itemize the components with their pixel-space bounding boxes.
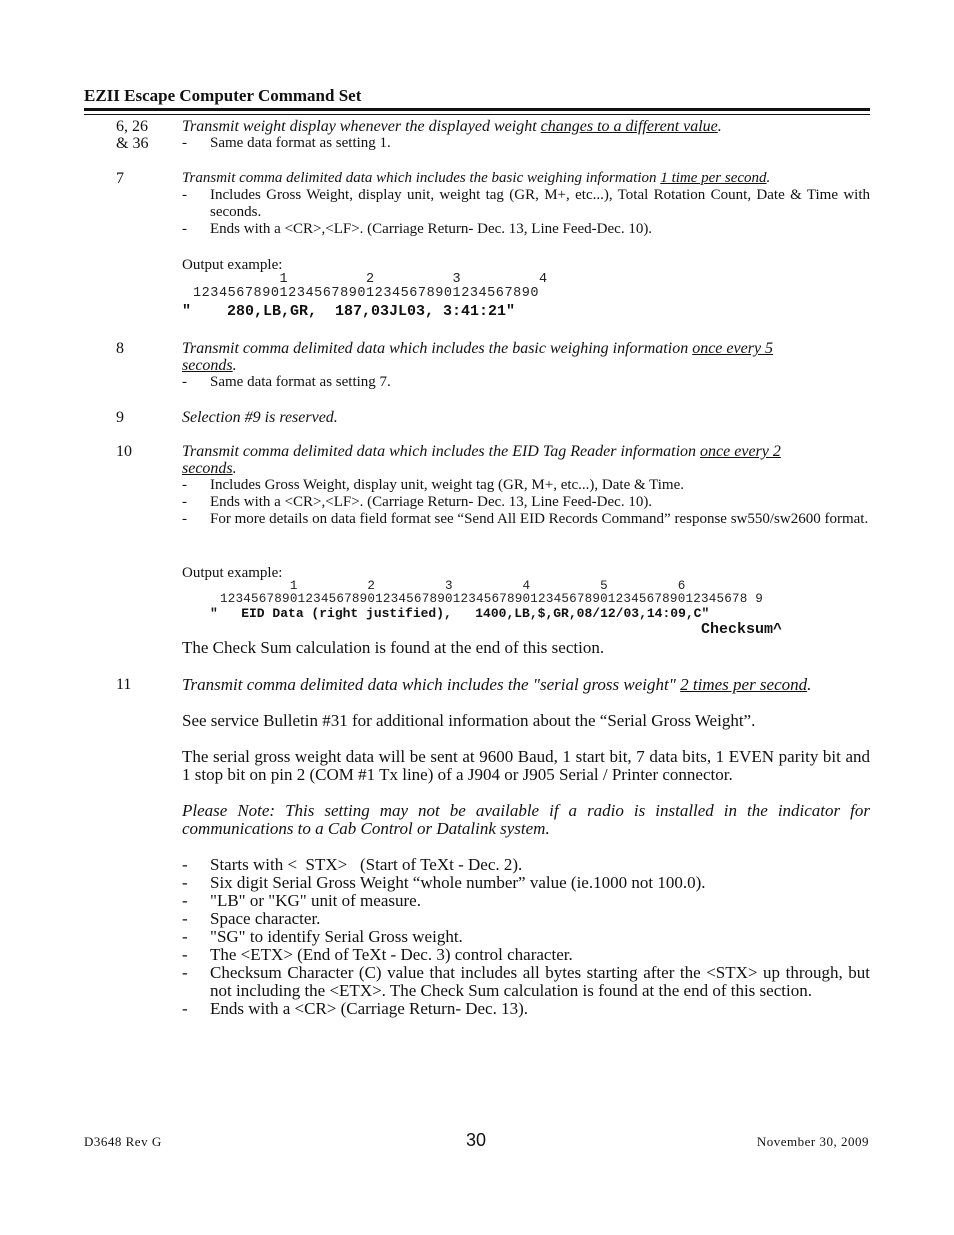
list-item: - "LB" or "KG" unit of measure.: [182, 891, 421, 910]
serial-gross-list: [182, 856, 870, 1018]
setting-number-10: 10: [116, 443, 132, 460]
setting-number-11: 11: [116, 676, 132, 693]
setting-7-description: Transmit comma delimited data which includes the basic weighing information 1 time per second.: [182, 170, 771, 186]
setting-number-7: 7: [116, 170, 124, 187]
list-item: - Includes Gross Weight, display unit, weight tag (GR, M+, etc...), Total Rotation Count, Date & Time with seconds.: [182, 187, 870, 220]
setting-number-6: 6, 26 & 36: [116, 118, 149, 152]
list-item: - Checksum Character (C) value that includes all bytes starting after the <STX> up through, but not including the <ETX>. The Check Sum calculation is found at the end of this section.: [182, 963, 870, 1000]
column-ruler-units: 1234567890123456789012345678901234567890: [193, 286, 540, 301]
output-example-label: Output example:: [182, 565, 283, 581]
list-item: - The <ETX> (End of TeXt - Dec. 3) control character.: [182, 945, 573, 964]
setting-10-block: [182, 443, 870, 528]
checksum-marker: Checksum^: [701, 621, 783, 638]
list-item: - For more details on data field format see “Send All EID Records Command” response sw550/sw2600 format.: [182, 511, 869, 527]
list-item: - Same data format as setting 7.: [182, 374, 391, 390]
footer-date: November 30, 2009: [756, 1134, 869, 1149]
list-item: - Starts with < STX> (Start of TeXt - Dec. 2).: [182, 855, 523, 874]
list-item: - Six digit Serial Gross Weight “whole number” value (ie.1000 not 100.0).: [182, 873, 706, 892]
serial-format-paragraph: The serial gross weight data will be sent at 9600 Baud, 1 start bit, 7 data bits, 1 EVEN parity bit and 1 stop bit on pin 2 (COM #1 Tx line) of a J904 or J905 Serial / Printer connector.: [182, 747, 870, 784]
output-sample-line: " EID Data (right justified), 1400,LB,$,GR,08/12/03,14:09,C": [210, 606, 710, 621]
header-rule-thick: [84, 108, 870, 111]
setting-number-9: 9: [116, 409, 124, 426]
setting-8-description: Transmit comma delimited data which includes the basic weighing information once every 5 seconds.: [182, 340, 774, 374]
column-ruler-units: 12345678901234567890123456789012345678901234567890123456789012345678 9: [220, 592, 764, 606]
list-item: - Ends with a <CR>,<LF>. (Carriage Return- Dec. 13, Line Feed-Dec. 10).: [182, 494, 653, 510]
setting-7-block: [182, 170, 870, 238]
output-sample-line: " 280,LB,GR, 187,03JL03, 3:41:21": [182, 303, 516, 320]
setting-6-description: Transmit weight display whenever the displayed weight changes to a different value.: [182, 118, 722, 135]
service-bulletin-paragraph: See service Bulletin #31 for additional information about the “Serial Gross Weight”.: [182, 711, 756, 730]
setting-10-description: Transmit comma delimited data which includes the EID Tag Reader information once every 2 seconds.: [182, 443, 781, 477]
list-item: - Ends with a <CR> (Carriage Return- Dec. 13).: [182, 999, 529, 1018]
column-ruler-tens: 1 2 3 4 5 6: [220, 579, 686, 593]
footer-document-id: D3648 Rev G: [84, 1134, 162, 1149]
checksum-note: The Check Sum calculation is found at the end of this section.: [182, 638, 605, 657]
list-item: - Same data format as setting 1.: [182, 135, 391, 151]
page-header-title: EZII Escape Computer Command Set: [84, 86, 362, 105]
list-item: - Ends with a <CR>,<LF>. (Carriage Return- Dec. 13, Line Feed-Dec. 10).: [182, 221, 653, 237]
setting-8-block: [182, 340, 870, 391]
setting-11-description: Transmit comma delimited data which includes the "serial gross weight" 2 times per second.: [182, 675, 812, 694]
list-item: - "SG" to identify Serial Gross weight.: [182, 927, 463, 946]
header-rule-thin: [84, 114, 870, 115]
list-item: - Space character.: [182, 909, 321, 928]
setting-6-block: [182, 118, 870, 152]
radio-note-paragraph: Please Note: This setting may not be available if a radio is installed in the indicator for communications to a Cab Control or Datalink system.: [182, 801, 870, 838]
list-item: - Includes Gross Weight, display unit, weight tag (GR, M+, etc...), Date & Time.: [182, 477, 685, 493]
column-ruler-tens: 1 2 3 4: [193, 272, 548, 287]
output-example-label: Output example:: [182, 257, 283, 273]
setting-number-8: 8: [116, 340, 124, 357]
setting-9-description: Selection #9 is reserved.: [182, 409, 338, 426]
footer-page-number: 30: [466, 1130, 487, 1150]
